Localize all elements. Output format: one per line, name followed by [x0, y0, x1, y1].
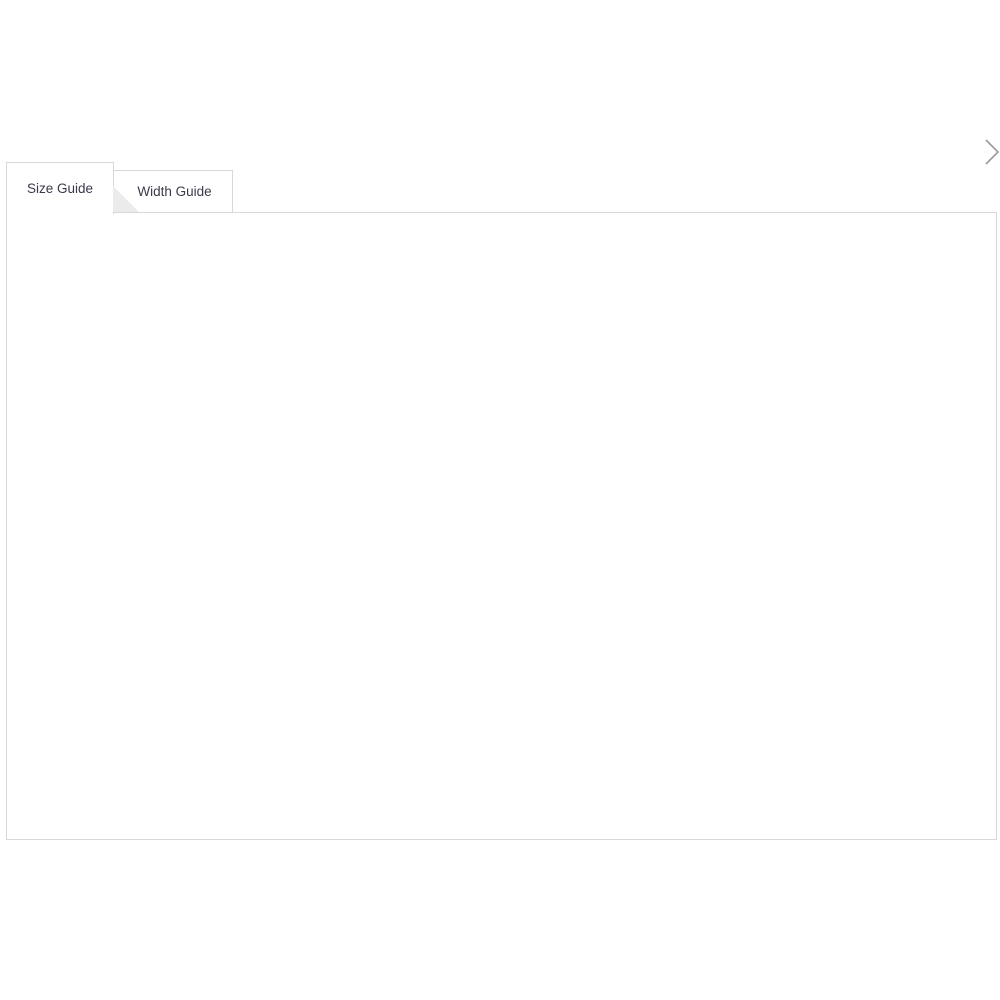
tab-size-guide[interactable] — [6, 162, 114, 214]
close-chevron-icon[interactable] — [980, 137, 1000, 167]
tab-fold-decoration — [113, 186, 139, 212]
tab-width-guide-label: Width Guide — [137, 184, 212, 199]
size-guide-panel — [6, 212, 997, 840]
tab-size-guide-label: Size Guide — [26, 181, 94, 196]
